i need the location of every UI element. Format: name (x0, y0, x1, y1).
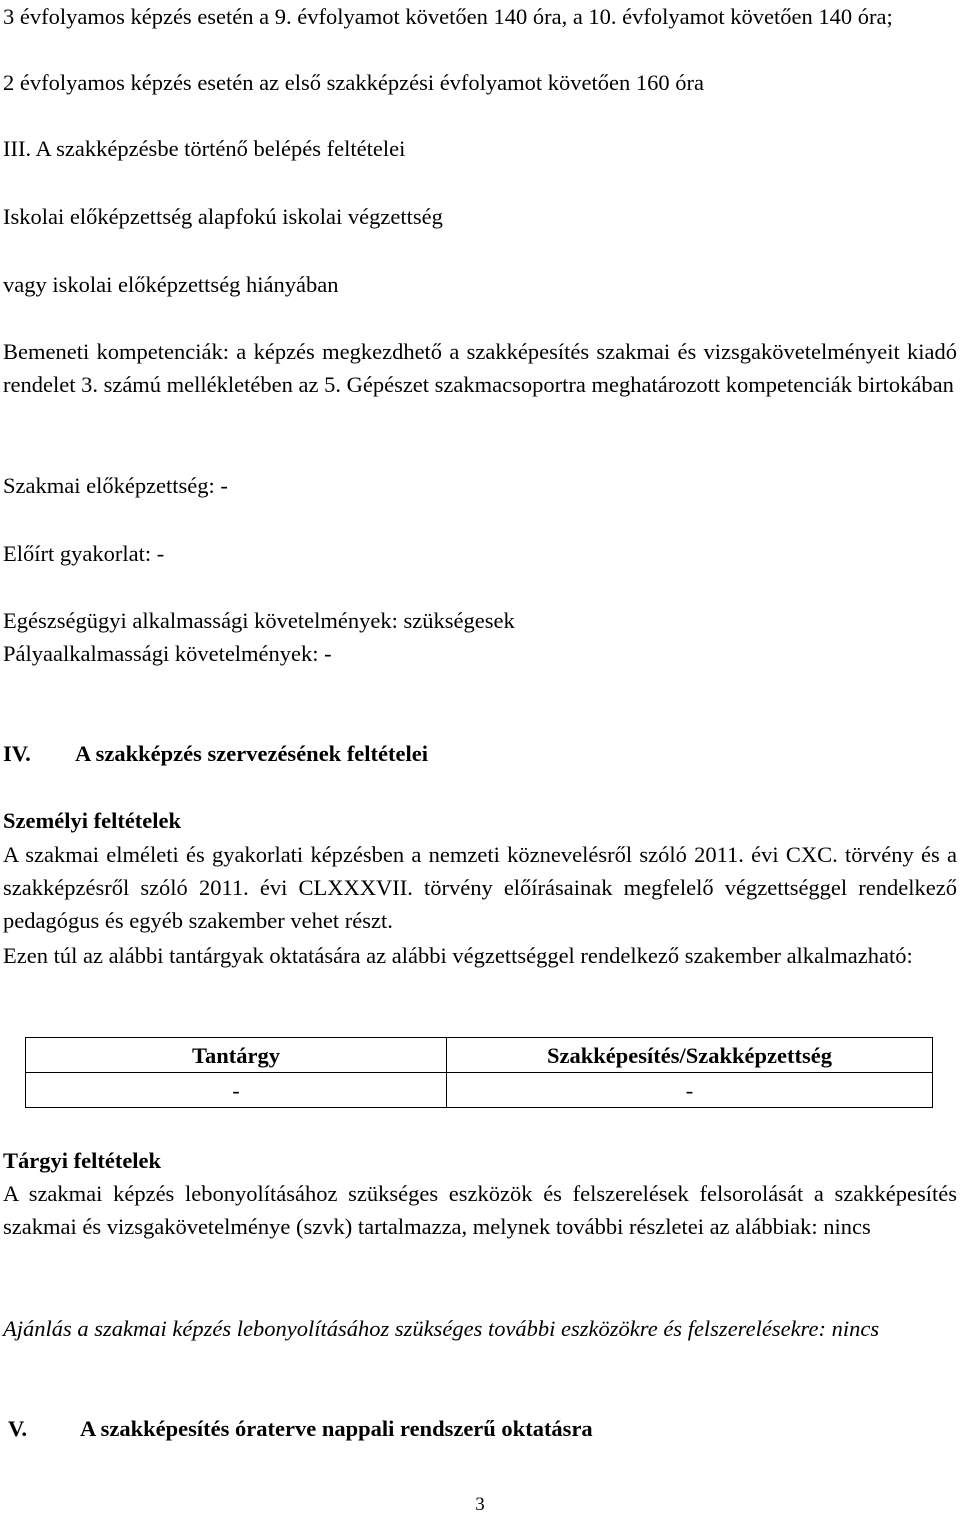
career-requirements: Pályaalkalmassági követelmények: - (3, 641, 332, 666)
table-header-row (26, 1038, 933, 1073)
intro-paragraph-1: 3 évfolyamos képzés esetén a 9. évfolyamot követően 140 óra, a 10. évfolyamot követően 140 óra; (3, 4, 893, 29)
personal-conditions-text: A szakmai elméleti és gyakorlati képzésben a nemzeti köznevelésről szóló 2011. évi CXC. törvény és a szakképzésről szóló 2011. évi CLXXXVII. törvény előírásainak megfelelő végzettséggel rendelkező pedagógus és egyéb szakember vehet részt. (3, 842, 957, 933)
professional-prior-education: Szakmai előképzettség: - (3, 473, 228, 498)
cell-subject: - (26, 1073, 447, 1108)
table-row (26, 1073, 933, 1108)
section-3-heading: III. A szakképzésbe történő belépés feltételei (3, 136, 406, 161)
intro-paragraph-2: 2 évfolyamos képzés esetén az első szakképzési évfolyamot követően 160 óra (3, 70, 704, 95)
header-qualification: Szakképesítés/Szakképzettség (447, 1038, 933, 1073)
health-requirements: Egészségügyi alkalmassági követelmények: szükségesek (3, 608, 515, 633)
section-5-heading: A szakképesítés óraterve nappali rendszerű oktatásra (80, 1416, 593, 1441)
subject-qualification-table (25, 1037, 933, 1108)
entry-competencies: Bemeneti kompetenciák: a képzés megkezdhető a szakképesítés szakmai és vizsgakövetelményeit kiadó rendelet 3. számú mellékletében az 5. Gépészet szakmacsoportra meghatározott kompetenciák birtokában (3, 339, 957, 397)
recommendation-text: Ajánlás a szakmai képzés lebonyolításához szükséges további eszközökre és felszerelésekre: nincs (3, 1316, 880, 1341)
section-4-number: IV. (3, 741, 31, 766)
material-conditions-text: A szakmai képzés lebonyolításához szükséges eszközök és felszerelések felsorolását a szakképesítés szakmai és vizsgakövetelménye (szvk) tartalmazza, melynek további részletei az alábbiak: nincs (3, 1181, 957, 1239)
personal-conditions-heading: Személyi feltételek (3, 808, 182, 833)
cell-qualification: - (447, 1073, 933, 1108)
material-conditions-heading: Tárgyi feltételek (3, 1148, 162, 1173)
section-4-heading: A szakképzés szervezésének feltételei (75, 741, 428, 766)
header-subject: Tantárgy (26, 1038, 447, 1073)
section-5-number: V. (8, 1416, 27, 1441)
prior-education-alt: vagy iskolai előképzettség hiányában (3, 272, 339, 297)
extra-staff-text: Ezen túl az alábbi tantárgyak oktatására az alábbi végzettséggel rendelkező szakember alkalmazható: (3, 943, 913, 968)
page-number: 3 (475, 1494, 485, 1515)
required-practice: Előírt gyakorlat: - (3, 541, 165, 566)
prior-education: Iskolai előképzettség alapfokú iskolai végzettség (3, 204, 443, 229)
